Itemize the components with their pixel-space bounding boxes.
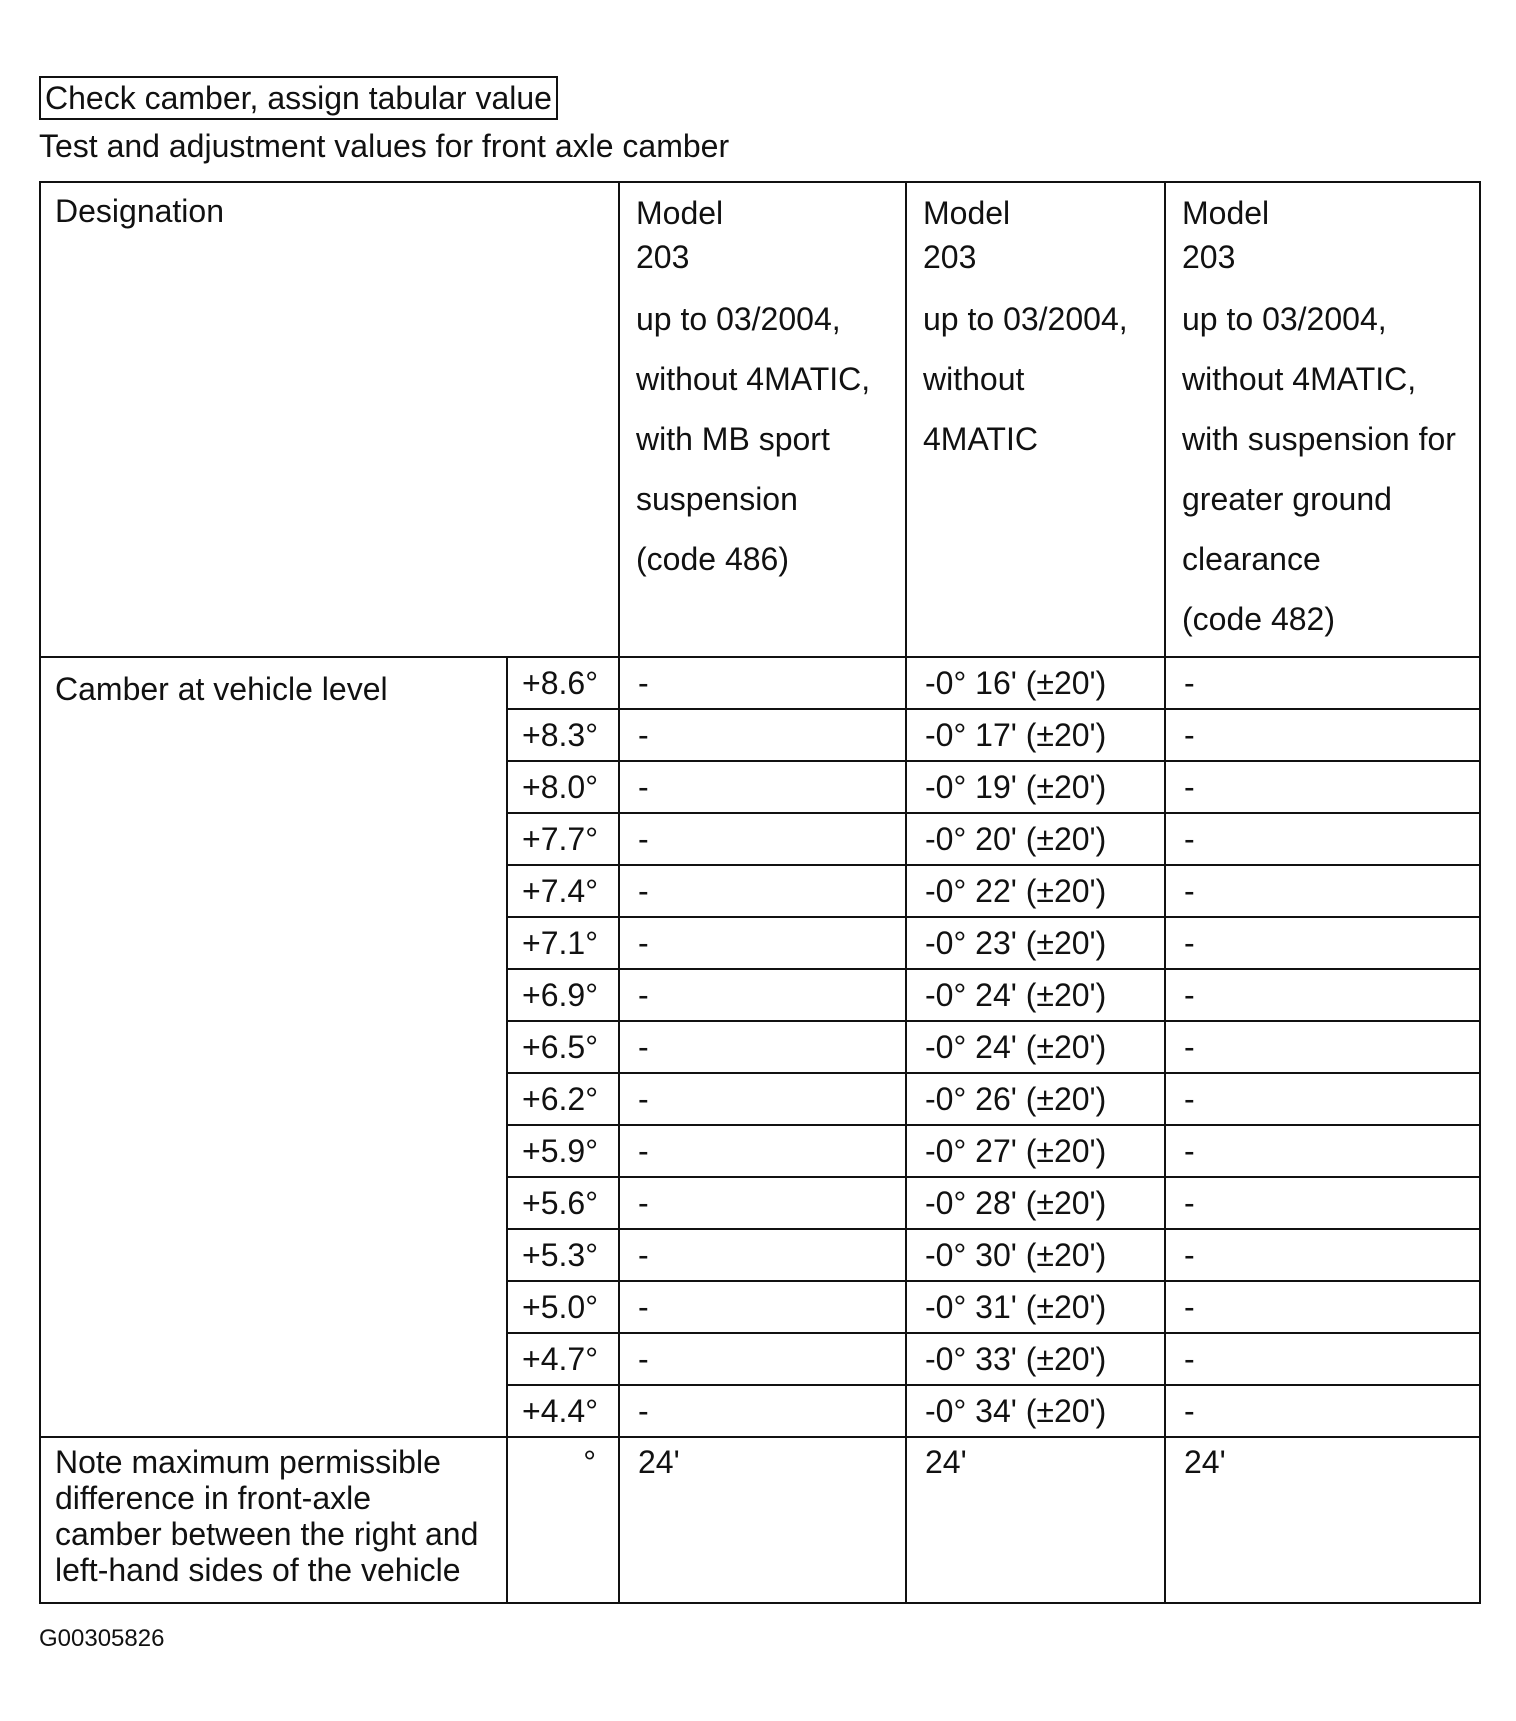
model-3-value-cell: - — [1165, 1333, 1480, 1385]
model-description-line: without — [923, 361, 1025, 397]
model-1-value-cell: - — [619, 865, 906, 917]
model-description-line: (code 482) — [1182, 601, 1335, 637]
vehicle-level-cell: +8.3° — [507, 709, 619, 761]
model-1-value-cell: - — [619, 1281, 906, 1333]
model-3-value-cell: - — [1165, 709, 1480, 761]
model-2-value-cell: -0° 20' (±20') — [906, 813, 1165, 865]
vehicle-level-cell: +6.9° — [507, 969, 619, 1021]
model-2-value-cell: -0° 23' (±20') — [906, 917, 1165, 969]
note-row — [40, 1437, 1480, 1603]
model-description-line: clearance — [1182, 541, 1321, 577]
model-1-value-cell: - — [619, 1021, 906, 1073]
model-1-value-cell: - — [619, 917, 906, 969]
vehicle-level-cell: +4.4° — [507, 1385, 619, 1437]
note-value-model-1: 24' — [619, 1437, 906, 1603]
note-text-line: camber between the right and — [55, 1516, 479, 1552]
vehicle-level-cell: +5.0° — [507, 1281, 619, 1333]
model-2-value-cell: -0° 27' (±20') — [906, 1125, 1165, 1177]
model-header-2 — [906, 182, 1165, 657]
designation-header: Designation — [40, 182, 619, 657]
camber-label: Camber at vehicle level — [40, 657, 507, 1437]
model-label: Model — [636, 195, 724, 231]
camber-spec-table — [39, 181, 1481, 1604]
model-2-value-cell: -0° 24' (±20') — [906, 1021, 1165, 1073]
model-description-line: without 4MATIC, — [636, 361, 871, 397]
model-label: Model — [923, 195, 1011, 231]
model-number: 203 — [1182, 239, 1236, 275]
model-3-value-cell: - — [1165, 1385, 1480, 1437]
model-description-line: up to 03/2004, — [1182, 301, 1387, 337]
note-unit: ° — [507, 1437, 619, 1603]
vehicle-level-cell: +8.0° — [507, 761, 619, 813]
vehicle-level-cell: +6.5° — [507, 1021, 619, 1073]
model-header-1 — [619, 182, 906, 657]
model-2-value-cell: -0° 31' (±20') — [906, 1281, 1165, 1333]
model-3-value-cell: - — [1165, 1125, 1480, 1177]
model-3-value-cell: - — [1165, 1177, 1480, 1229]
model-1-value-cell: - — [619, 1125, 906, 1177]
model-1-value-cell: - — [619, 1177, 906, 1229]
figure-id: G00305826 — [39, 1625, 165, 1652]
model-3-value-cell: - — [1165, 657, 1480, 709]
model-2-value-cell: -0° 17' (±20') — [906, 709, 1165, 761]
model-description-line: greater ground — [1182, 481, 1392, 517]
model-3-value-cell: - — [1165, 969, 1480, 1021]
model-description-line: up to 03/2004, — [923, 301, 1128, 337]
model-3-value-cell: - — [1165, 865, 1480, 917]
model-3-value-cell: - — [1165, 813, 1480, 865]
table-header-row — [40, 182, 1480, 657]
model-2-value-cell: -0° 33' (±20') — [906, 1333, 1165, 1385]
model-description-line: up to 03/2004, — [636, 301, 841, 337]
model-1-value-cell: - — [619, 1385, 906, 1437]
model-2-value-cell: -0° 24' (±20') — [906, 969, 1165, 1021]
vehicle-level-cell: +7.7° — [507, 813, 619, 865]
vehicle-level-cell: +7.1° — [507, 917, 619, 969]
model-2-value-cell: -0° 28' (±20') — [906, 1177, 1165, 1229]
model-2-value-cell: -0° 16' (±20') — [906, 657, 1165, 709]
model-2-value-cell: -0° 34' (±20') — [906, 1385, 1165, 1437]
model-1-value-cell: - — [619, 1333, 906, 1385]
model-1-value-cell: - — [619, 657, 906, 709]
model-1-value-cell: - — [619, 969, 906, 1021]
model-3-value-cell: - — [1165, 1021, 1480, 1073]
model-3-value-cell: - — [1165, 1281, 1480, 1333]
model-1-value-cell: - — [619, 761, 906, 813]
model-1-value-cell: - — [619, 709, 906, 761]
note-value-model-2: 24' — [906, 1437, 1165, 1603]
model-3-value-cell: - — [1165, 761, 1480, 813]
model-2-value-cell: -0° 30' (±20') — [906, 1229, 1165, 1281]
vehicle-level-cell: +6.2° — [507, 1073, 619, 1125]
note-text-line: left-hand sides of the vehicle — [55, 1552, 461, 1588]
model-1-value-cell: - — [619, 1229, 906, 1281]
model-description-line: (code 486) — [636, 541, 789, 577]
model-2-value-cell: -0° 19' (±20') — [906, 761, 1165, 813]
note-text-line: Note maximum permissible — [55, 1444, 441, 1480]
note-text-line: difference in front-axle — [55, 1480, 372, 1516]
vehicle-level-cell: +4.7° — [507, 1333, 619, 1385]
model-description-line: with suspension for — [1182, 421, 1456, 457]
note-value-model-3: 24' — [1165, 1437, 1480, 1603]
model-header-3 — [1165, 182, 1480, 657]
model-label: Model — [1182, 195, 1270, 231]
vehicle-level-cell: +5.3° — [507, 1229, 619, 1281]
model-number: 203 — [636, 239, 690, 275]
vehicle-level-cell: +7.4° — [507, 865, 619, 917]
model-1-value-cell: - — [619, 813, 906, 865]
model-description-line: 4MATIC — [923, 421, 1038, 457]
model-2-value-cell: -0° 22' (±20') — [906, 865, 1165, 917]
vehicle-level-cell: +5.9° — [507, 1125, 619, 1177]
model-description-line: with MB sport — [636, 421, 830, 457]
model-description-line: suspension — [636, 481, 798, 517]
table-row — [40, 657, 1480, 709]
model-3-value-cell: - — [1165, 917, 1480, 969]
subheading: Test and adjustment values for front axle camber — [39, 128, 730, 164]
model-1-value-cell: - — [619, 1073, 906, 1125]
vehicle-level-cell: +8.6° — [507, 657, 619, 709]
model-number: 203 — [923, 239, 977, 275]
model-3-value-cell: - — [1165, 1229, 1480, 1281]
model-3-value-cell: - — [1165, 1073, 1480, 1125]
model-description-line: without 4MATIC, — [1182, 361, 1417, 397]
vehicle-level-cell: +5.6° — [507, 1177, 619, 1229]
heading-box: Check camber, assign tabular value — [39, 76, 558, 120]
note-text — [40, 1437, 507, 1603]
model-2-value-cell: -0° 26' (±20') — [906, 1073, 1165, 1125]
